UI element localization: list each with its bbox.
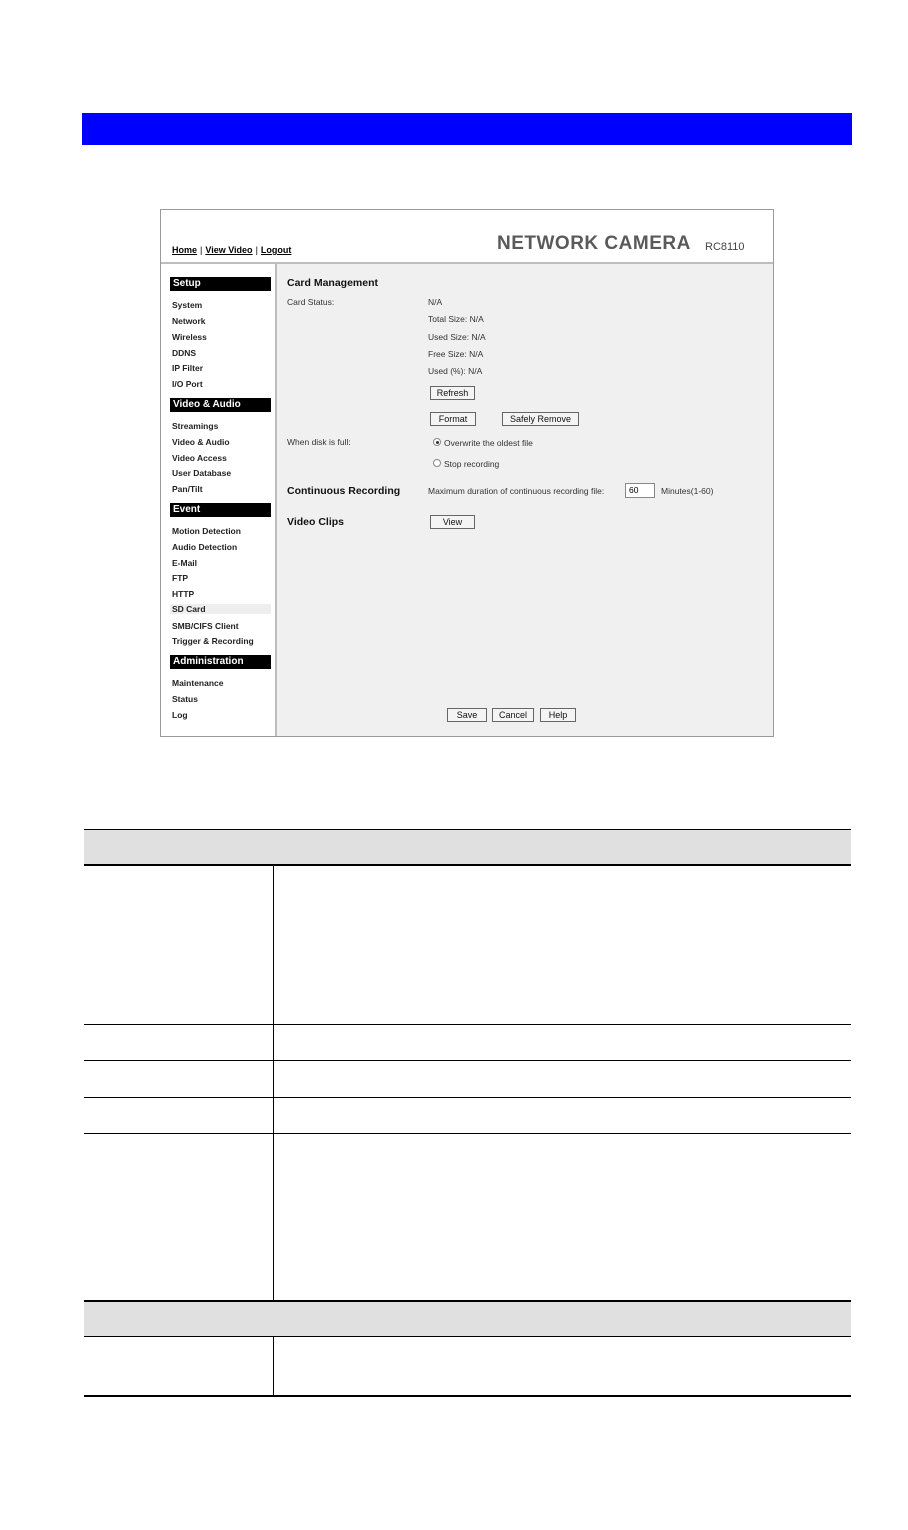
- sidebar-item-wireless[interactable]: Wireless: [172, 332, 207, 342]
- sidebar-header-video-audio: Video & Audio: [170, 398, 271, 412]
- sidebar-item-smb-cifs-client[interactable]: SMB/CIFS Client: [172, 621, 239, 631]
- sidebar-item-video-audio[interactable]: Video & Audio: [172, 437, 230, 447]
- sidebar-header-administration: Administration: [170, 655, 271, 669]
- sidebar-item-ftp[interactable]: FTP: [172, 573, 189, 583]
- video-clips-title: Video Clips: [287, 516, 344, 528]
- row-divider: [84, 1336, 851, 1337]
- home-link[interactable]: Home: [172, 245, 198, 255]
- camera-header: [161, 210, 773, 264]
- sidebar-item-ddns[interactable]: DDNS: [172, 348, 197, 358]
- sidebar-item-log[interactable]: Log: [172, 710, 188, 720]
- cancel-button[interactable]: Cancel: [492, 708, 534, 722]
- used-percent-text: Used (%): N/A: [428, 366, 483, 376]
- brand-title: NETWORK CAMERA: [497, 233, 691, 254]
- save-button[interactable]: Save: [447, 708, 487, 722]
- sidebar: [161, 264, 277, 737]
- sidebar-item-network[interactable]: Network: [172, 316, 206, 326]
- refresh-button[interactable]: Refresh: [430, 386, 475, 400]
- sidebar-item-motion-detection[interactable]: Motion Detection: [172, 526, 241, 536]
- minutes-range-label: Minutes(1-60): [661, 486, 714, 496]
- link-separator: |: [255, 245, 258, 255]
- sidebar-item-trigger-recording[interactable]: Trigger & Recording: [172, 636, 254, 646]
- row-divider: [84, 864, 851, 866]
- card-status-label: Card Status:: [287, 297, 335, 307]
- model-number: RC8110: [705, 241, 745, 253]
- stop-recording-radio[interactable]: [433, 459, 441, 467]
- section-title-bar: [82, 113, 852, 145]
- max-duration-input[interactable]: 60: [625, 483, 655, 498]
- column-divider: [273, 866, 274, 1300]
- row-divider: [84, 1133, 851, 1134]
- sidebar-item-http[interactable]: HTTP: [172, 589, 195, 599]
- stop-recording-label: Stop recording: [444, 459, 500, 469]
- sidebar-item-streamings[interactable]: Streamings: [172, 421, 219, 431]
- sidebar-item-system[interactable]: System: [172, 300, 203, 310]
- camera-web-ui-screenshot: [160, 209, 774, 737]
- disk-full-label: When disk is full:: [287, 437, 351, 447]
- card-status-value: N/A: [428, 297, 443, 307]
- link-separator: |: [200, 245, 203, 255]
- view-button[interactable]: View: [430, 515, 475, 529]
- logout-link[interactable]: Logout: [260, 245, 292, 255]
- sidebar-item-pan-tilt[interactable]: Pan/Tilt: [172, 484, 203, 494]
- column-divider: [273, 1337, 274, 1396]
- table-bottom-border: [84, 1395, 851, 1397]
- sidebar-item-io-port[interactable]: I/O Port: [172, 379, 203, 389]
- view-video-link[interactable]: View Video: [205, 245, 253, 255]
- table-header-row: [84, 829, 851, 865]
- sidebar-item-email[interactable]: E-Mail: [172, 558, 198, 568]
- sidebar-item-video-access[interactable]: Video Access: [172, 453, 227, 463]
- sidebar-item-sd-card[interactable]: SD Card: [170, 604, 271, 614]
- top-links: [172, 245, 291, 255]
- continuous-recording-title: Continuous Recording: [287, 485, 401, 497]
- safely-remove-button[interactable]: Safely Remove: [502, 412, 579, 426]
- table-section-header-row: [84, 1300, 851, 1337]
- sidebar-header-setup: Setup: [170, 277, 271, 291]
- main-content: [277, 264, 774, 737]
- sidebar-item-audio-detection[interactable]: Audio Detection: [172, 542, 238, 552]
- card-management-title: Card Management: [287, 277, 379, 289]
- sidebar-item-user-database[interactable]: User Database: [172, 468, 232, 478]
- overwrite-oldest-label: Overwrite the oldest file: [444, 438, 533, 448]
- format-button[interactable]: Format: [430, 412, 476, 426]
- max-duration-label: Maximum duration of continuous recording file:: [428, 486, 605, 496]
- sidebar-item-status[interactable]: Status: [172, 694, 198, 704]
- row-divider: [84, 1097, 851, 1098]
- row-divider: [84, 1060, 851, 1061]
- sidebar-header-event: Event: [170, 503, 271, 517]
- total-size-text: Total Size: N/A: [428, 314, 484, 324]
- sidebar-item-maintenance[interactable]: Maintenance: [172, 678, 224, 688]
- sidebar-item-ip-filter[interactable]: IP Filter: [172, 363, 204, 373]
- used-size-text: Used Size: N/A: [428, 332, 486, 342]
- help-button[interactable]: Help: [540, 708, 576, 722]
- free-size-text: Free Size: N/A: [428, 349, 484, 359]
- row-divider: [84, 1024, 851, 1025]
- overwrite-oldest-radio[interactable]: [433, 438, 441, 446]
